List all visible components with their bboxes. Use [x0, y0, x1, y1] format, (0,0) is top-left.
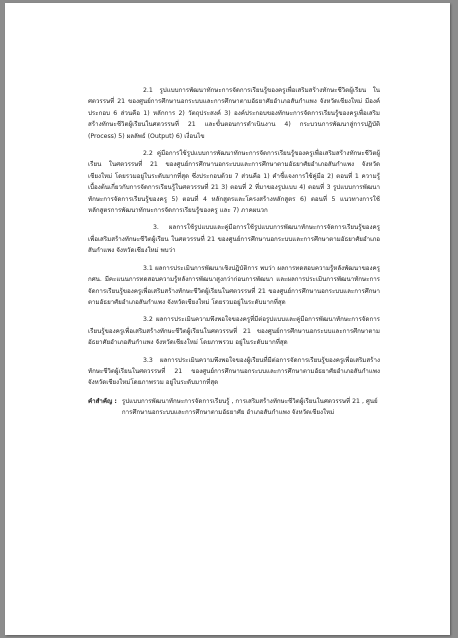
paragraph-3-2: 3.2 ผลการประเมินความพึงพอใจของครูที่มีต่อรูปแบบและคู่มือการพัฒนาทักษะการจัดการเรียนรู้ของครูเพื่อเสริมสร้างทักษะชีวิตผู้เรียนในศตวรรษที่ 21 ของศูนย์การศึกษานอกระบบและการศึกษาตามอัธยาศัยอำเภอสันกำแพง จังหวัดเชียงใหม่ โดยภาพรวม อยู่ในระดับมากที่สุด: [88, 316, 380, 347]
document-page: [5, 3, 450, 635]
keywords-text: รูปแบบการพัฒนาทักษะการจัดการเรียนรู้ , การเสริมสร้างทักษะชีวิตผู้เรียนในศตวรรษที่ 21 , ศูนย์การศึกษานอกระบบและการศึกษาตามอัธยาศัย อำเภอสันกำแพง จังหวัดเชียงใหม่: [121, 397, 378, 417]
paragraph-3-3: 3.3 ผลการประเมินความพึงพอใจของผู้เรียนที่มีต่อการจัดการเรียนรู้ของครูเพื่อเสริมสร้างทักษะชีวิตผู้เรียนในศตวรรษที่ 21 ของศูนย์การศึกษานอกระบบและการศึกษาตามอัธยาศัยอำเภอสันกำแพง จังหวัดเชียงใหม่โดยภาพรวม อยู่ในระดับมากที่สุด: [88, 356, 380, 387]
page-content: [88, 85, 380, 419]
paragraph-2-1: 2.1 รูปแบบการพัฒนาทักษะการจัดการเรียนรู้ของครูเพื่อเสริมสร้างทักษะชีวิตผู้เรียน ในศตวรรษที่ 21 ของศูนย์การศึกษานอกระบบและการศึกษาตามอัธยาศัยอำเภอสันกำแพง จังหวัดเชียงใหม่ มีองค์ประกอบ 6 ส่วนคือ 1) หลักการ 2) วัตถุประสงค์ 3) องค์ประกอบของทักษะการจัดการเรียนรู้ของครูเพื่อเสริมสร้างทักษะชีวิตผู้เรียนในศตวรรษที่ 21 และขั้นตอนการดำเนินงาน 4) กระบวนการพัฒนาสู่การปฏิบัติ (Process) 5) ผลลัพธ์ (Output) 6) เงื่อนไข: [88, 87, 380, 140]
paragraph-3: 3. ผลการใช้รูปแบบและคู่มือการใช้รูปแบบการพัฒนาทักษะการจัดการเรียนรู้ของครูเพื่อเสริมสร้างทักษะชีวิตผู้เรียน ในศตวรรษที่ 21 ของศูนย์การศึกษานอกระบบและการศึกษาตามอัธยาศัยอำเภอสันกำแพง จังหวัดเชียงใหม่ พบว่า: [88, 224, 380, 255]
keywords-section: [88, 396, 380, 419]
keywords-label: คำสำคัญ :: [88, 397, 117, 405]
paragraph-3-1: 3.1 ผลการประเมินการพัฒนาเชิงปฏิบัติการ พบว่า ผลการทดสอบความรู้หลังพัฒนาของครู กศน. มีคะแนนการทดสอบความรู้หลังการพัฒนาสูงกว่าก่อนการพัฒนา และผลการประเมินการพัฒนาทักษะการจัดการเรียนรู้ของครูเพื่อเสริมสร้างทักษะชีวิตผู้เรียนในศตวรรษที่ 21 ของศูนย์การศึกษานอกระบบและการศึกษาตามอัธยาศัยอำเภอสันกำแพง จังหวัดเชียงใหม่ โดยรวมอยู่ในระดับมากที่สุด: [88, 264, 380, 306]
paragraph-2-2: 2.2 คู่มือการใช้รูปแบบการพัฒนาทักษะการจัดการเรียนรู้ของครูเพื่อเสริมสร้างทักษะชีวิตผู้เรียน ในศตวรรษที่ 21 ของศูนย์การศึกษานอกระบบและการศึกษาตามอัธยาศัยอำเภอสันกำแพง จังหวัดเชียงใหม่ โดยรวมอยู่ในระดับมากที่สุด ซึ่งประกอบด้วย 7 ส่วนคือ 1) คำชี้แจงการใช้คู่มือ 2) ตอนที่ 1 ความรู้เบื้องต้นเกี่ยวกับการจัดการเรียนรู้ในศตวรรษที่ 21 3) ตอนที่ 2 ที่มาของรูปแบบ 4) ตอนที่ 3 รูปแบบการพัฒนาทักษะการจัดการเรียนรู้ของครู 5) ตอนที่ 4 หลักสูตรและโครงสร้างหลักสูตร 6) ตอนที่ 5 แนวทางการใช้หลักสูตรการพัฒนาทักษะการจัดการเรียนรู้ของครู และ 7) ภาคผนวก: [88, 150, 380, 215]
